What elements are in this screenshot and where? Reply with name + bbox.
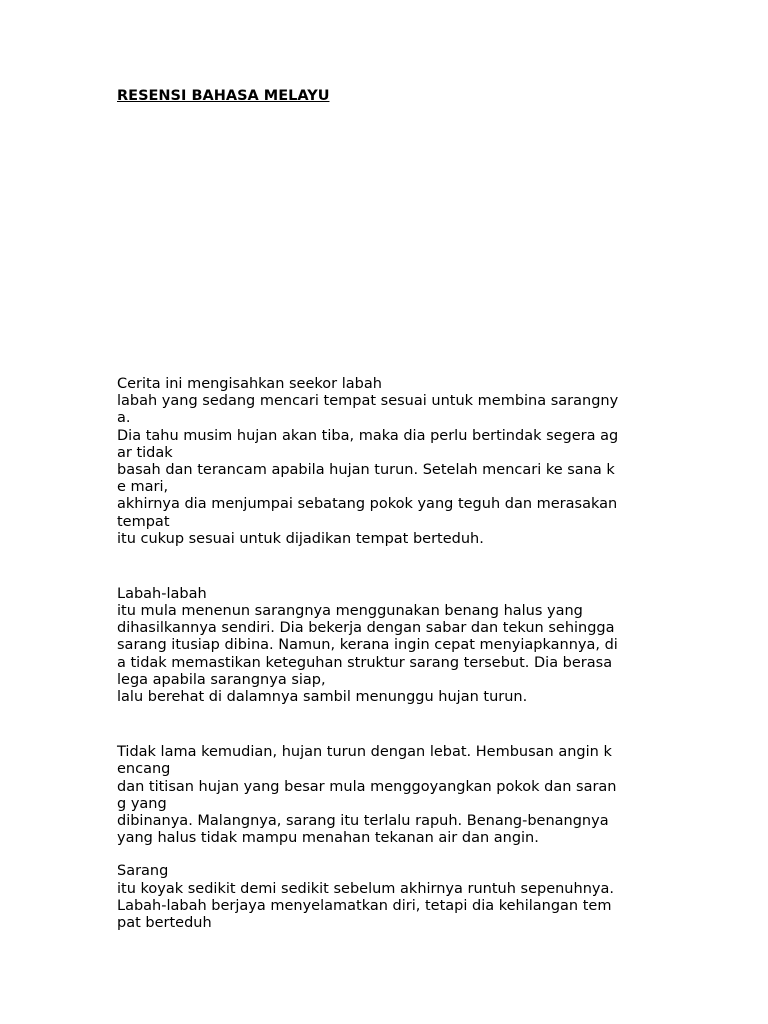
- text-line: itu koyak sedikit demi sedikit sebelum akhirnya runtuh sepenuhnya.: [117, 880, 614, 897]
- text-line: labah yang sedang mencari tempat sesuai untuk membina sarangny: [117, 393, 619, 410]
- text-line: Cerita ini mengisahkan seekor labah: [117, 376, 382, 392]
- text-line: Sarang: [117, 863, 169, 880]
- text-line: Labah-labah: [117, 585, 207, 602]
- text-line: a.: [117, 410, 131, 427]
- text-line: tempat: [117, 513, 170, 530]
- text-line: itu cukup sesuai untuk dijadikan tempat berteduh.: [117, 530, 484, 547]
- text-line: lega apabila sarangnya siap,: [117, 671, 326, 688]
- text-line: Dia tahu musim hujan akan tiba, maka dia perlu bertindak segera ag: [117, 427, 619, 444]
- paragraph: [117, 586, 657, 706]
- text-line: Tidak lama kemudian, hujan turun dengan lebat. Hembusan angin k: [117, 744, 612, 761]
- text-line: sarang itusiap dibina. Namun, kerana ingin cepat menyiapkannya, di: [117, 637, 618, 654]
- paragraph-gap: [117, 847, 657, 863]
- text-line: a tidak memastikan keteguhan struktur sarang tersebut. Dia berasa: [117, 654, 613, 671]
- text-line: pat berteduh: [117, 914, 212, 931]
- text-line: dibinanya. Malangnya, sarang itu terlalu rapuh. Benang-benangnya: [117, 812, 609, 829]
- text-line: Labah-labah berjaya menyelamatkan diri, tetapi dia kehilangan tem: [117, 897, 612, 914]
- paragraph: [117, 863, 657, 932]
- text-line: lalu berehat di dalamnya sambil menunggu hujan turun.: [117, 689, 528, 705]
- document-title: RESENSI BAHASA MELAYU: [117, 88, 330, 104]
- text-line: g yang: [117, 795, 167, 812]
- text-line: akhirnya dia menjumpai sebatang pokok yang teguh dan merasakan: [117, 496, 618, 513]
- text-line: dihasilkannya sendiri. Dia bekerja dengan sabar dan tekun sehingga: [117, 620, 615, 637]
- paragraph-gap: [117, 548, 657, 586]
- text-line: basah dan terancam apabila hujan turun. Setelah mencari ke sana k: [117, 461, 615, 478]
- paragraph: [117, 744, 657, 847]
- text-line: e mari,: [117, 479, 169, 496]
- text-line: ar tidak: [117, 444, 173, 461]
- text-line: dan titisan hujan yang besar mula menggoyangkan pokok dan saran: [117, 778, 617, 795]
- text-line: yang halus tidak mampu menahan tekanan air dan angin.: [117, 830, 539, 847]
- text-line: itu mula menenun sarangnya menggunakan benang halus yang: [117, 603, 583, 620]
- paragraph: [117, 376, 657, 548]
- paragraph-gap: [117, 706, 657, 744]
- text-line: encang: [117, 761, 171, 778]
- document-body: [117, 376, 657, 932]
